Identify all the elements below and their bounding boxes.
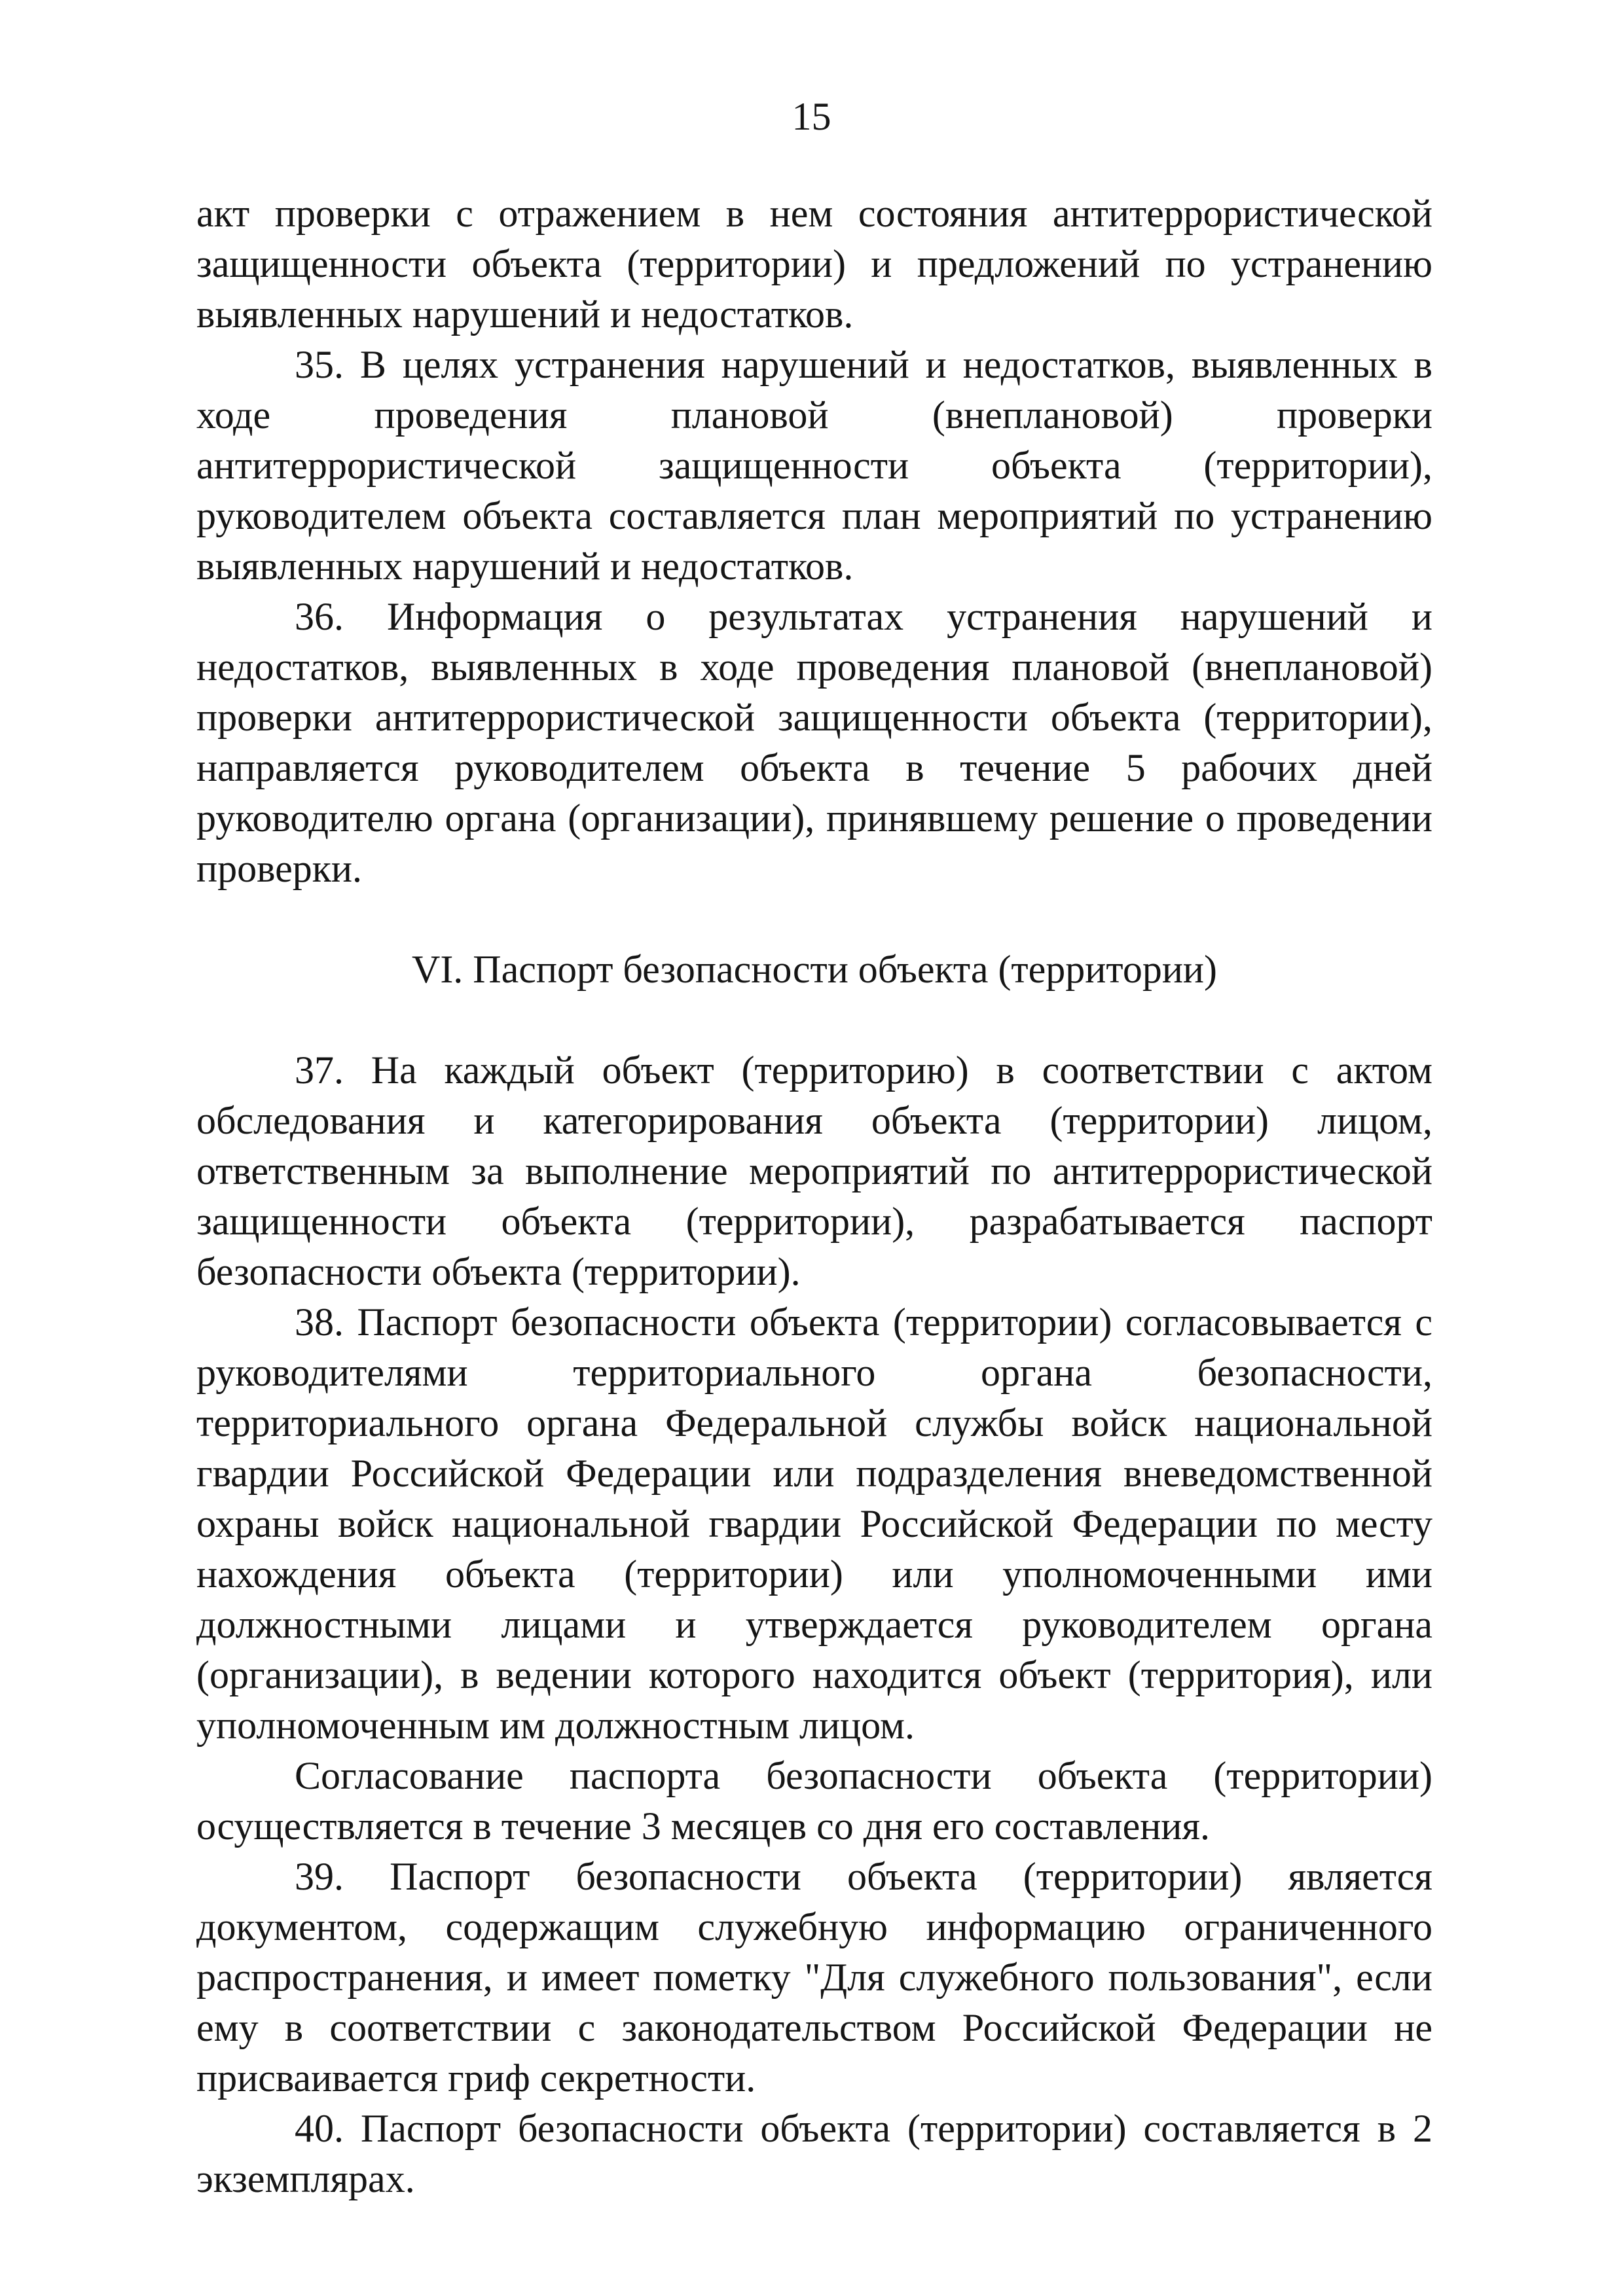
paragraph-36: 36. Информация о результатах устранения нарушений и недостатков, выявленных в ходе проведения плановой (внеплановой) проверки антитеррористической защищенности объекта (территории), направляется руководителем объекта в течение 5 рабочих дней руководителю органа (организации), принявшему решение о проведении проверки. <box>196 595 1432 890</box>
page-number: 15 <box>792 95 831 138</box>
section-heading: VI. Паспорт безопасности объекта (территории) <box>411 948 1218 991</box>
paragraph-35: 35. В целях устранения нарушений и недостатков, выявленных в ходе проведения плановой (внеплановой) проверки антитеррористической защищенности объекта (территории), руководителем объекта составляется план мероприятий по устранению выявленных нарушений и недостатков. <box>196 343 1432 588</box>
paragraph-38-approval: Согласование паспорта безопасности объекта (территории) осуществляется в течение 3 месяцев со дня его составления. <box>196 1754 1432 1848</box>
paragraph-act-continuation: акт проверки с отражением в нем состояния антитеррористической защищенности объекта (территории) и предложений по устранению выявленных нарушений и недостатков. <box>196 192 1432 336</box>
paragraph-38: 38. Паспорт безопасности объекта (территории) согласовывается с руководителями территориального органа безопасности, территориального органа Федеральной службы войск национальной гвардии Российской Федерации или подразделения вневедомственной охраны войск национальной гвардии Российской Федерации по месту нахождения объекта (территории) или уполномоченными ими должностными лицами и утверждается руководителем органа (организации), в ведении которого находится объект (территория), или уполномоченным им должностным лицом. <box>196 1300 1432 1747</box>
paragraph-39: 39. Паспорт безопасности объекта (территории) является документом, содержащим служебную информацию ограниченного распространения, и имеет пометку "Для служебного пользования", если ему в соответствии с законодательством Российской Федерации не присваивается гриф секретности. <box>196 1855 1432 2100</box>
document-body <box>196 188 1432 2204</box>
paragraph-40: 40. Паспорт безопасности объекта (территории) составляется в 2 экземплярах. <box>196 2107 1432 2200</box>
paragraph-37: 37. На каждый объект (территорию) в соответствии с актом обследования и категорирования объекта (территории) лицом, ответственным за выполнение мероприятий по антитеррористической защищенности объекта (территории), разрабатывается паспорт безопасности объекта (территории). <box>196 1049 1432 1293</box>
